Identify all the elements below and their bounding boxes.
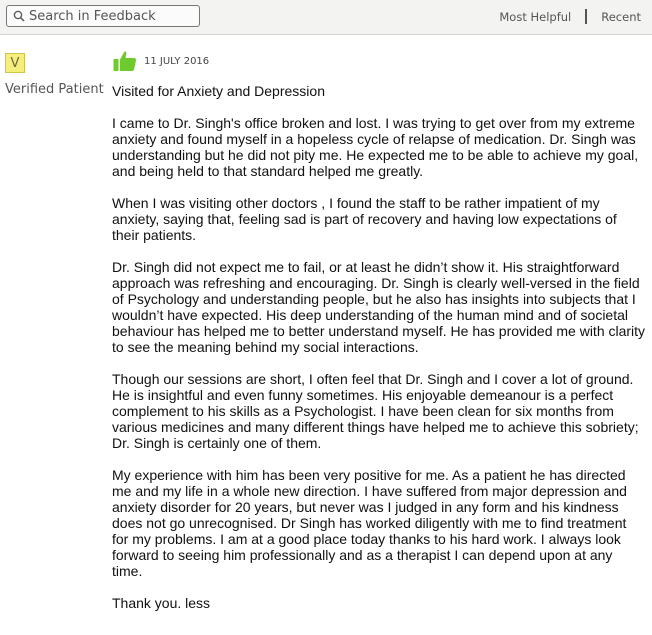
search-input[interactable] (26, 6, 199, 26)
reviewer-label: Verified Patient (5, 82, 104, 97)
search-box[interactable] (6, 5, 200, 27)
review-paragraph: Though our sessions are short, I often feel that Dr. Singh and I cover a lot of ground. He is insightful and even funny sometimes. His enjoyable demeanour is a perfect complement to his skills as a Psychologist. I have been clean for six months from various medicines and many different things have helped me to achieve this sobriety; Dr. Singh is certainly one of them. (112, 371, 639, 451)
feedback-toolbar (0, 0, 652, 35)
avatar: V (5, 53, 25, 73)
review-body (112, 115, 646, 627)
review-paragraph: When I was visiting other doctors , I found the staff to be rather impatient of my anxiety, saying that, feeling sad is part of recovery and having low expectations of their patients. (112, 195, 617, 243)
sort-divider (585, 9, 587, 24)
review-paragraph: Dr. Singh did not expect me to fail, or at least he didn’t show it. His straightforward approach was refreshing and encouraging. Dr. Singh is clearly well-versed in the field of Psychology and understanding people, but he also has insights into subjects that I wouldn’t have expected. His deep understanding of the human mind and of societal behaviour has helped me to better understand myself. He has provided me with clarity to see the meaning behind my social interactions. (112, 259, 646, 355)
review-paragraph: I came to Dr. Singh's office broken and lost. I was trying to get over from my extreme anxiety and found myself in a hopeless cycle of relapse of medication. Dr. Singh was understanding but he did not pity me. He expected me to be able to achieve my goal, and being held to that standard helped me greatly. (112, 115, 639, 179)
review-closing: Thank you. less (112, 595, 211, 611)
sort-most-helpful[interactable]: Most Helpful (499, 9, 572, 24)
review-paragraph: My experience with him has been very positive for me. As a patient he has directed me and my life in a whole new direction. I have suffered from major depression and anxiety disorder for 20 years, but never was I judged in any form and his kindness does not go unrecognised. Dr Singh has worked diligently with me to find treatment for my problems. I am at a good place today thanks to his hard work. I always look forward to seeing him professionally and as a therapist I can depend upon at any time. (112, 467, 627, 579)
thumbs-up-icon (113, 50, 137, 72)
sort-recent[interactable]: Recent (601, 9, 641, 24)
search-icon (11, 8, 26, 24)
review-date: 11 JULY 2016 (144, 56, 210, 67)
review-title: Visited for Anxiety and Depression (112, 83, 325, 99)
sort-options (499, 9, 641, 24)
